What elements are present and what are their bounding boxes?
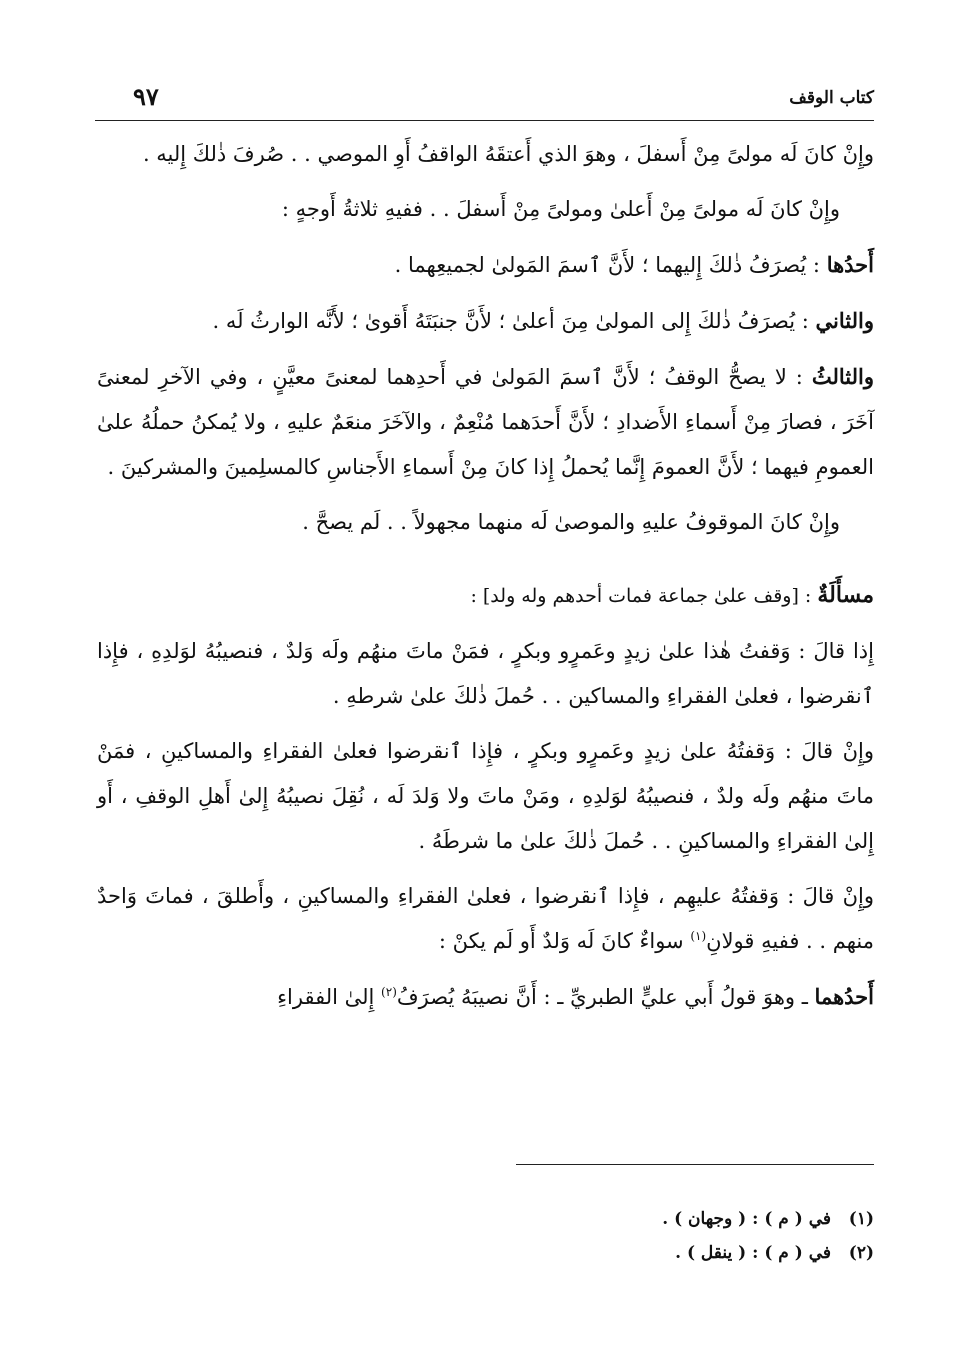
paragraph-9: وإِنْ قالَ : وَقفتُهُ عليهِم ، فإِذا ٱنقرضوا ، فعلىٰ الفقراءِ والمساكينِ ، وأَطلقَ ، فماتَ وَاحدٌ منهم . . ففيهِ قولانِ$^{(١)}$ سواءٌ كانَ لَه وَلدٌ أَو لَم يكنْ : bbox=[97, 884, 874, 953]
footnote-1: (١) في ( م ) : ( وجهان ) . bbox=[662, 1209, 874, 1229]
footnote-2: (٢) في ( م ) : ( ينقل ) . bbox=[675, 1243, 874, 1263]
section-heading: مسأَلَةٌ : [وقف علىٰ جماعة فمات أحدهم وله ولد] : bbox=[470, 582, 874, 608]
paragraph-1: وإِنْ كانَ لَه مولىً مِنْ أَسفلَ ، وهوَ الذي أَعتقَهُ الواقفُ أَوِ الموصي . . صُرفَ ذٰلكَ إِليه . bbox=[142, 142, 874, 166]
book-title: كتاب الوقف bbox=[789, 88, 874, 108]
paragraph-10: أَحدُهما ـ وهوَ قولُ أَبي عليٍّ الطبريِّ ـ : أَنَّ نصيبَهُ يُصرَفُ$^{(٢)}$ إِلىٰ الفقراءِ bbox=[277, 984, 874, 1009]
footnote-rule bbox=[516, 1164, 874, 1165]
paragraph-4: والثاني : يُصرَفُ ذٰلكَ إِلى المولىٰ مِنَ أعلىٰ ؛ لأَنَّ جنبَتَهُ أَقوىٰ ؛ لأَنَّه الوارثُ لَه . bbox=[212, 308, 874, 333]
footnote-ref-1: (١) bbox=[690, 929, 707, 943]
paragraph-8: وإِنْ قالَ : وَقفتُهُ علىٰ زيدٍ وعَمرٍو وبكرٍ ، فإِذا ٱنقرضوا فعلىٰ الفقراءِ والمساكينِ ، فمَنْ ماتَ منهُم ولَه ولدٌ ، فنصيبُهُ لوَلدِهِ ، ومَنْ ماتَ ولا وَلدَ لَه ، نُقِلَ نصيبُهُ إِلىٰ أَهلِ الوقفِ ، أَو إِلىٰ الفقراءِ والمساكينِ . . حُملَ ذٰلكَ علىٰ ما شرطَهُ . bbox=[97, 739, 874, 853]
paragraph-6: وإِنْ كانَ الموقوفُ عليهِ والموصىٰ لَه منهما مجهولاً . . لَم يصحَّ . bbox=[302, 510, 840, 534]
paragraph-2: وإِنْ كانَ لَه مولىً مِنْ أَعلىٰ ومولىً مِنْ أَسفلَ . . ففيهِ ثلاثةُ أَوجهٍ : bbox=[281, 197, 840, 221]
footnote-ref-2: (٢) bbox=[381, 985, 397, 999]
page-header bbox=[95, 82, 874, 121]
paragraph-3: أَحدُها : يُصرَفُ ذٰلكَ إِليهما ؛ لأَنَّ ٱسمَ المَولىٰ لجميعِهما . bbox=[394, 252, 874, 277]
paragraph-5: والثالثُ : لا يصحُّ الوقفُ ؛ لأَنَّ ٱسمَ المَولىٰ في أَحدِهما لمعنىً معيَّنٍ ، وفي الآخرِ لمعنىً آخَرَ ، فصارَ مِنْ أَسماءِ الأَضدادِ ؛ لأَنَّ أَحدَهما مُنْعِمٌ ، والآخَرَ منعَمٌ عليهِ ، ولا يُمكنُ حملُهُ علىٰ العمومِ فيهما ؛ لأَنَّ العمومَ إِنَّما يُحملُ إِذا كانَ مِنْ أَسماءِ الأَجناسِ كالمسلِمينَ والمشركينَ . bbox=[97, 364, 874, 479]
page-number: ٩٧ bbox=[133, 82, 159, 111]
page-body bbox=[97, 132, 874, 1030]
paragraph-7: إِذا قالَ : وَقفتُ هٰذا علىٰ زيدٍ وعَمرٍو وبكرٍ ، فمَنْ ماتَ منهُم ولَه وَلدٌ ، فنصيبُهُ لوَلدِهِ ، فإِذا ٱنقرضوا ، فعلىٰ الفقراءِ والمساكين . . حُملَ ذٰلكَ علىٰ شرطهِ . bbox=[97, 639, 874, 708]
footnotes bbox=[97, 1202, 874, 1270]
